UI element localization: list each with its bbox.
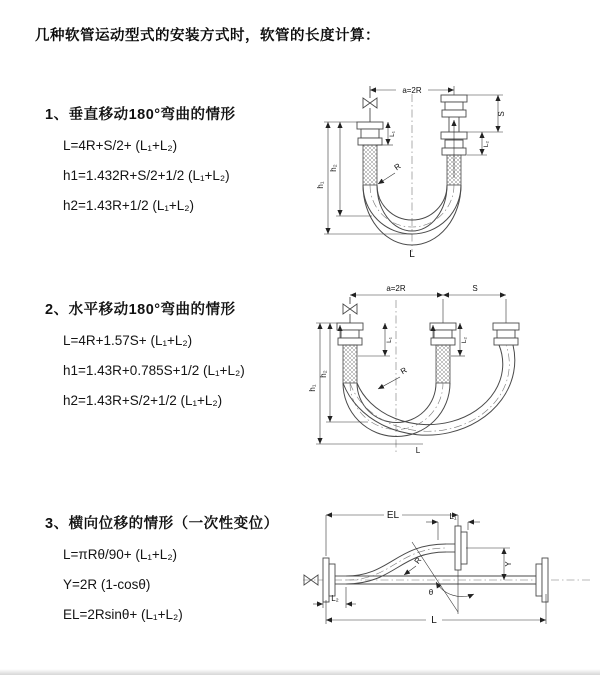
left-flange — [357, 122, 383, 145]
middle-flange — [430, 323, 456, 345]
diagram-lateral-displacement — [298, 500, 598, 645]
diagram-vertical-move-180-bend — [312, 70, 592, 260]
dim-label-l2: L₂ — [483, 140, 490, 148]
dimension-s — [443, 284, 506, 323]
section-3-heading: 3、横向位移的情形（一次性变位） — [45, 516, 279, 532]
dim-label-l: L — [431, 615, 437, 626]
hose-s-curve — [346, 544, 446, 584]
formula-L: L=4R+S/2+ (L₁+L₂) — [63, 138, 178, 153]
dim-label-l: L — [409, 249, 415, 260]
formula-h2: h2=1.43R+1/2 (L₁+L₂) — [63, 198, 195, 213]
formula-Y: Y=2R (1-cosθ) — [63, 577, 151, 592]
dim-label-l2: L₂ — [461, 336, 468, 344]
dimension-s — [467, 95, 506, 132]
dim-label-y: Y — [504, 561, 513, 567]
dim-label-h2: h₂ — [319, 370, 328, 378]
dim-label-l1: L₁ — [386, 337, 393, 343]
section-2-heading: 2、水平移动180°弯曲的情形 — [45, 302, 236, 318]
dimension-l2 — [467, 132, 490, 155]
radius-callout — [378, 161, 403, 184]
dim-label-r: R — [392, 161, 403, 173]
page-bottom-edge — [0, 669, 600, 675]
radius-callout — [404, 555, 423, 575]
formula-L: L=4R+1.57S+ (L₁+L₂) — [63, 333, 193, 348]
dim-label-span: a=2R — [386, 284, 406, 293]
dim-label-s: S — [497, 111, 506, 117]
section-2 — [45, 298, 245, 416]
dim-label-h1: h₁ — [316, 181, 325, 189]
section-1 — [45, 103, 236, 221]
dim-label-el: EL — [386, 510, 400, 521]
dimension-span — [370, 86, 454, 95]
braid-section-left — [363, 145, 377, 185]
left-flange — [337, 323, 363, 345]
right-flange — [493, 323, 519, 345]
dim-label-r: R — [412, 555, 424, 566]
braid-section-left — [343, 345, 357, 383]
valve-icon — [343, 297, 357, 323]
formula-h1: h1=1.432R+S/2+1/2 (L₁+L₂) — [63, 168, 230, 183]
dim-label-l2: L₂ — [331, 594, 339, 603]
dim-label-s: S — [472, 284, 478, 293]
dimension-l1 — [426, 512, 480, 540]
dim-label-l1: L₁ — [389, 131, 396, 137]
dimension-span — [350, 284, 443, 295]
formula-h2: h2=1.43R+S/2+1/2 (L₁+L₂) — [63, 393, 223, 408]
dim-label-l1: L₁ — [449, 512, 457, 521]
section-3 — [45, 512, 279, 630]
diagram-horizontal-move-180-bend — [308, 276, 593, 466]
formula-L: L=πRθ/90+ (L₁+L₂) — [63, 547, 178, 562]
dim-label-l: L — [415, 446, 421, 455]
formula-EL: EL=2Rsinθ+ (L₁+L₂) — [63, 607, 183, 622]
dim-label-h2: h₂ — [329, 164, 338, 172]
right-flange-upper — [441, 95, 467, 117]
dim-label-theta: θ — [428, 588, 434, 597]
page-title: 几种软管运动型式的安装方式时，软管的长度计算： — [35, 28, 380, 44]
valve-icon — [363, 86, 377, 122]
hose-u-bend — [343, 345, 515, 437]
section-2-formulas — [63, 326, 245, 416]
displaced-flange — [446, 526, 467, 570]
section-1-formulas — [63, 131, 236, 221]
dimension-h1 — [308, 323, 423, 444]
formula-h1: h1=1.43R+0.785S+1/2 (L₁+L₂) — [63, 363, 245, 378]
dim-label-span: a=2R — [402, 86, 422, 95]
dimension-l — [326, 594, 546, 626]
dimension-y — [466, 548, 513, 580]
braid-section-middle — [436, 345, 450, 383]
dim-label-h1: h₁ — [308, 384, 317, 392]
radius-callout — [378, 365, 409, 389]
section-1-heading: 1、垂直移动180°弯曲的情形 — [45, 107, 236, 123]
dim-label-r: R — [398, 365, 409, 377]
section-3-formulas — [63, 540, 279, 630]
